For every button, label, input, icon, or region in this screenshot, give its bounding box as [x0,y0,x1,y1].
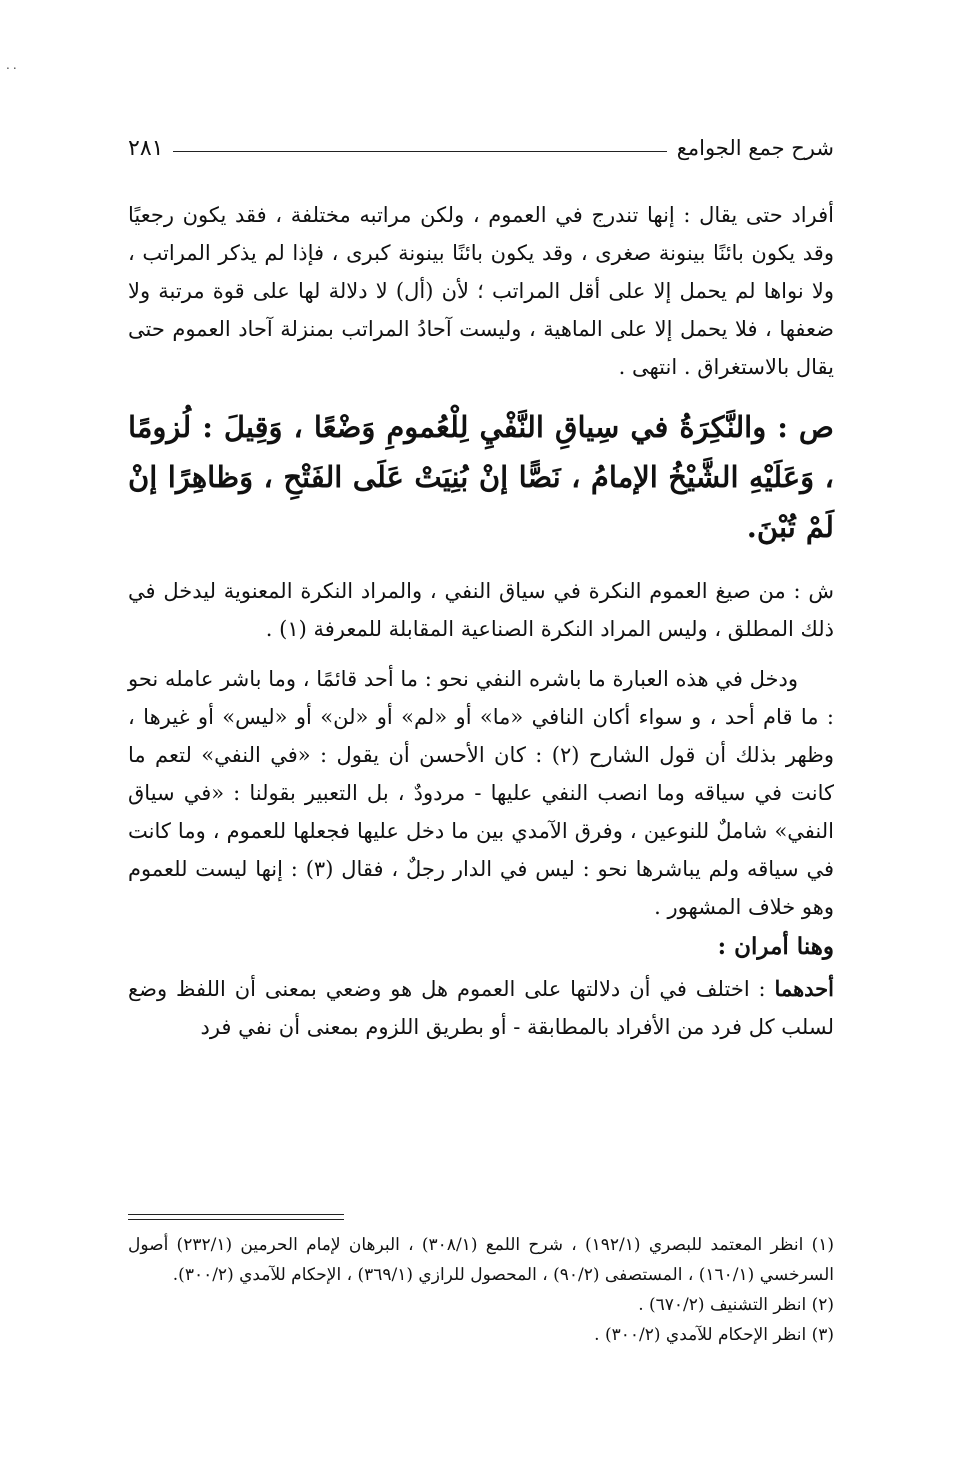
running-title: شرح جمع الجوامع [676,136,834,160]
header-rule [173,151,666,152]
footnotes [128,1230,834,1350]
commentary-paragraph-1: أفراد حتى يقال : إنها تندرج في العموم ، ولكن مراتبه مختلفة ، فقد يكون رجعيًا وقد يكون بائنًا بينونة صغرى ، وقد يكون بائنًا بينونة كبرى ، فإذا لم يذكر المراتب ، ولا نواها لم يحمل إلا على أقل المراتب ؛ لأن (أل) لا دلالة لها على قوة مرتبة ولا ضعفها ، فلا يحمل إلا على الماهية ، وليست آحادُ المراتب بمنزلة آحاد العموم حتى يقال بالاستغراق . انتهى . [128,203,834,379]
commentary-paragraph-2: ش : من صيغ العموم النكرة في سياق النفي ، والمراد النكرة المعنوية ليدخل في ذلك المطلق ، وليس المراد النكرة الصناعية المقابلة للمعرفة (١) . [128,579,834,641]
footnote-2: (٢) انظر التشنيف (٦٧٠/٢) . [638,1295,834,1315]
corner-mark: .. [6,58,20,72]
footnote-1: (١) انظر المعتمد للبصري (١٩٢/١) ، شرح اللمع (٣٠٨/١) ، البرهان لإمام الحرمين (٢٣٢/١) أصول السرخسي (١٦٠/١) ، المستصفى (٩٠/٢) ، المحصول للرازي (٣٦٩/١) ، الإحكام للآمدي (٣٠٠/٢). [128,1235,835,1285]
commentary-paragraph-3: ودخل في هذه العبارة ما باشره النفي نحو : ما أحد قائمًا ، وما باشر عامله نحو : ما قام أحد ، و سواء أكان النافي «ما» أو «لم» أو «لن» أو «ليس» أو غيرها ، وظهر بذلك أن قول الشارح (٢) : كان الأحسن أن يقول : «في النفي» لتعم ما كانت في سياقه وما انصب النفي عليها - مردودٌ ، بل التعبير بقولنا : «في سياق النفي» شاملٌ للنوعين ، وفرق الآمدي بين ما دخل عليها فجعلها للعموم ، وما كانت في سياقه ولم يباشرها نحو : ليس في الدار رجلٌ ، فقال (٣) : إنها ليست للعموم وهو خلاف المشهور . [128,667,834,919]
first-point-text: : اختلف في أن دلالتها على العموم هل هو وضعي بمعنى أن اللفظ وضع لسلب كل فرد من الأفراد بالمطابقة - أو بطريق اللزوم بمعنى أن نفي فرد [128,977,834,1039]
page-body [128,196,834,1046]
footnote-separator [128,1214,344,1220]
commentary-paragraph-4 [128,970,834,1046]
footnote-3: (٣) انظر الإحكام للآمدي (٣٠٠/٢) . [594,1325,834,1345]
matn-text: ص : والنَّكِرَةُ في سِياقِ النَّفْيِ لِلْعُمومِ وَضْعًا ، وَقِيلَ : لُزومًا ، وَعَلَيْهِ الشَّيْخُ الإمامُ ، نَصًّا إنْ بُنِيَتْ عَلَى الفَتْحِ ، وَظاهِرًا إنْ لَمْ تُبْنَ. [128,410,834,544]
section-heading: وهنا أمران : [717,933,834,960]
page-header [128,128,834,168]
page-number: ٢٨١ [128,135,164,161]
first-point-label: أحدهما [774,976,834,1001]
